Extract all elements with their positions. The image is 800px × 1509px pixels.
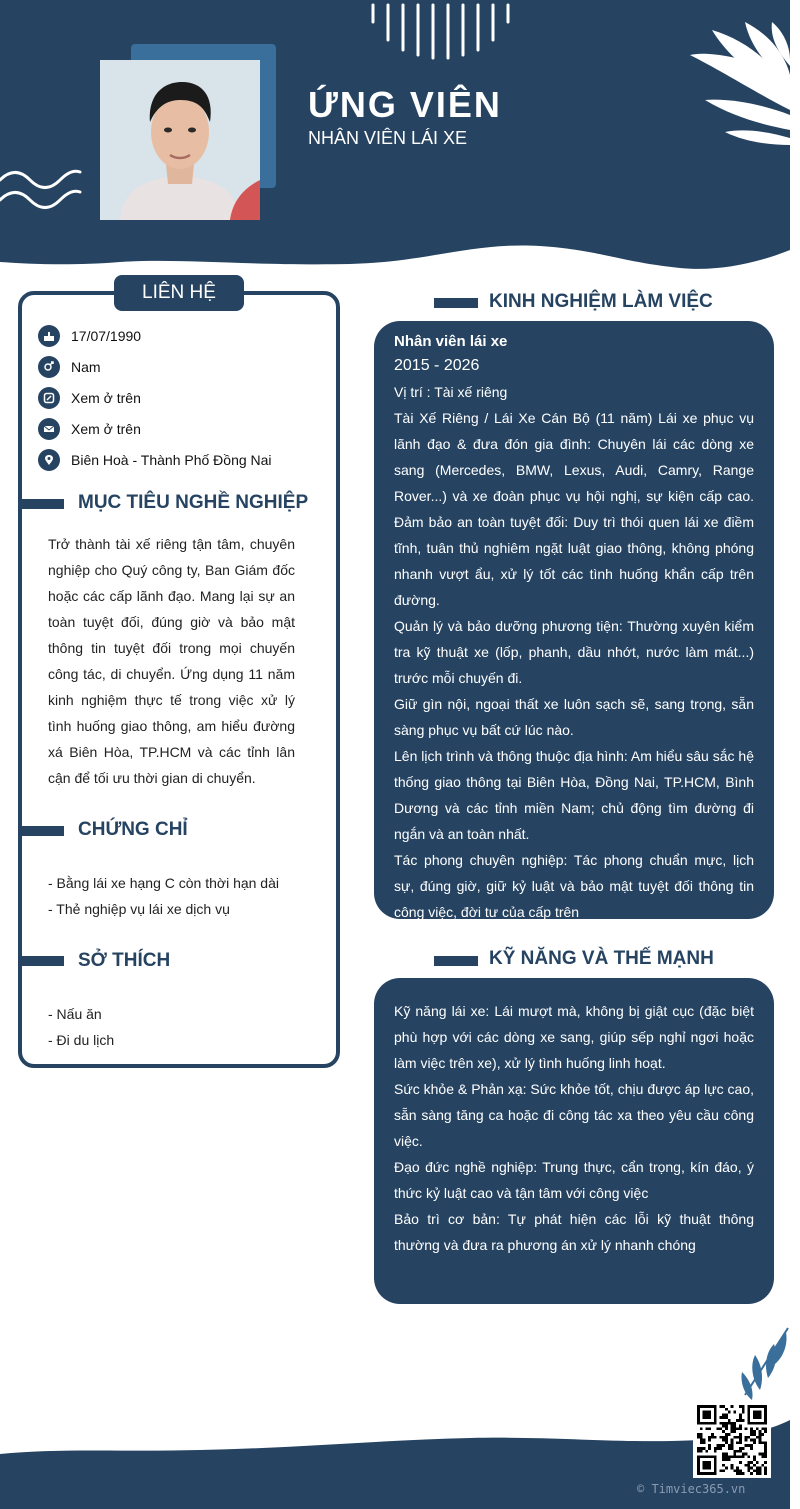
certificate-item: - Bằng lái xe hạng C còn thời hạn dài xyxy=(48,875,279,891)
experience-paragraph: Quản lý và bảo dưỡng phương tiện: Thường xuyên kiểm tra kỹ thuật xe (lốp, phanh, dầu nhớt, nước làm mát...) trước mỗi chuyến đi. xyxy=(394,618,754,686)
qr-code[interactable] xyxy=(693,1402,771,1478)
candidate-photo xyxy=(100,60,260,220)
candidate-job-title: NHÂN VIÊN LÁI XE xyxy=(308,128,468,148)
email-icon xyxy=(38,418,60,440)
contact-phone[interactable]: Xem ở trên xyxy=(71,389,141,406)
qr-code-image xyxy=(696,1405,768,1475)
objective-heading: MỤC TIÊU NGHỀ NGHIỆP xyxy=(78,492,309,513)
location-pin-icon xyxy=(38,449,60,471)
hobbies-heading: SỞ THÍCH xyxy=(78,950,171,971)
skills-heading-bar xyxy=(434,956,478,966)
skills-paragraph: Kỹ năng lái xe: Lái mượt mà, không bị giật cục (đặc biệt phù hợp với các dòng xe sang, giúp sếp nghỉ ngơi hoặc làm việc trên xe), xử lý tình huống linh hoạt. xyxy=(394,1003,754,1071)
certificate-item: - Thẻ nghiệp vụ lái xe dịch vụ xyxy=(48,901,230,917)
skills-paragraph: Sức khỏe & Phản xạ: Sức khỏe tốt, chịu được áp lực cao, sẵn sàng tăng ca hoặc đi công tác xa theo yêu cầu công việc. xyxy=(394,1081,754,1149)
contact-item-email xyxy=(38,413,328,444)
contact-email[interactable]: Xem ở trên xyxy=(71,420,141,437)
experience-panel xyxy=(374,321,774,919)
candidate-name: ỨNG VIÊN xyxy=(308,84,502,125)
contact-list xyxy=(38,320,328,475)
objective-text: Trở thành tài xế riêng tận tâm, chuyên nghiệp cho Quý công ty, Ban Giám đốc hoặc các cấp lãnh đạo. Mang lại sự an toàn tuyệt đối, đúng giờ và bảo mật thông tin tuyệt đối trong mọi chuyến công tác, di chuyển. Ứng dụng 11 năm kinh nghiệm thực tế trong việc xử lý tình huống giao thông, am hiểu đường xá Biên Hòa, TP.HCM và các tỉnh lân cận để tối ưu thời gian di chuyển. xyxy=(48,536,295,786)
experience-heading-bar xyxy=(434,298,478,308)
contact-heading: LIÊN HỆ xyxy=(114,275,244,311)
certificates-list xyxy=(48,870,318,922)
skills-paragraph: Đạo đức nghề nghiệp: Trung thực, cẩn trọng, kín đáo, ý thức kỷ luật cao và tận tâm với công việc xyxy=(394,1159,754,1201)
experience-heading: KINH NGHIỆM LÀM VIỆC xyxy=(489,291,713,312)
skills-panel xyxy=(374,978,774,1304)
contact-birthday: 17/07/1990 xyxy=(71,327,142,344)
copyright-text: © Timviec365.vn xyxy=(637,1482,746,1496)
contact-address: Biên Hoà - Thành Phố Đồng Nai xyxy=(71,451,272,468)
footer-background xyxy=(0,1320,800,1509)
contact-item-gender xyxy=(38,351,328,382)
certificates-heading: CHỨNG CHỈ xyxy=(78,819,188,840)
contact-gender: Nam xyxy=(71,358,101,375)
hobbies-list xyxy=(48,1001,318,1053)
contact-item-address xyxy=(38,444,328,475)
objective-heading-bar xyxy=(22,499,64,509)
birthday-cake-icon xyxy=(38,325,60,347)
experience-paragraph: Giữ gìn nội, ngoại thất xe luôn sạch sẽ, sang trọng, sẵn sàng phục vụ bất cứ lúc nào. xyxy=(394,696,754,738)
phone-icon xyxy=(38,387,60,409)
experience-paragraph: Lên lịch trình và thông thuộc địa hình: Am hiểu sâu sắc hệ thống giao thông tại Biên Hòa, Đồng Nai, TP.HCM, Bình Dương và các tỉnh miền Nam; chủ động tìm đường đi ngắn và an toàn nhất. xyxy=(394,748,754,842)
skills-heading: KỸ NĂNG VÀ THẾ MẠNH xyxy=(489,948,714,969)
contact-item-birthday xyxy=(38,320,328,351)
contact-item-phone xyxy=(38,382,328,413)
experience-position: Vị trí : Tài xế riêng xyxy=(394,384,508,400)
hobby-item: - Nấu ăn xyxy=(48,1006,102,1022)
footer-banner xyxy=(0,1320,800,1509)
hobbies-heading-bar xyxy=(22,956,64,966)
hobby-item: - Đi du lịch xyxy=(48,1032,115,1048)
certificates-heading-bar xyxy=(22,826,64,836)
gender-icon xyxy=(38,356,60,378)
skills-paragraph: Bảo trì cơ bản: Tự phát hiện các lỗi kỹ thuật thông thường và đưa ra phương án xử lý nhanh chóng xyxy=(394,1211,754,1253)
experience-role: Nhân viên lái xe xyxy=(394,333,508,350)
experience-paragraph: Tác phong chuyên nghiệp: Tác phong chuẩn mực, lịch sự, đúng giờ, giữ kỷ luật và bảo mật tuyệt đối thông tin công việc, đời tư của cấp trên xyxy=(394,852,754,920)
experience-paragraph: Tài Xế Riêng / Lái Xe Cán Bộ (11 năm) Lái xe phục vụ lãnh đạo & đưa đón gia đình: Chuyên lái các dòng xe sang (Mercedes, BMW, Lexus, Audi, Camry, Range Rover...) và xe đoàn phục vụ hội nghị, sự kiện cấp cao. Đảm bảo an toàn tuyệt đối: Duy trì thói quen lái xe điềm tĩnh, tuân thủ nghiêm ngặt luật giao thông, không phóng nhanh vượt ẩu, xử lý tốt các tình huống khẩn cấp trên đường. xyxy=(394,410,754,608)
experience-period: 2015 - 2026 xyxy=(394,357,480,374)
